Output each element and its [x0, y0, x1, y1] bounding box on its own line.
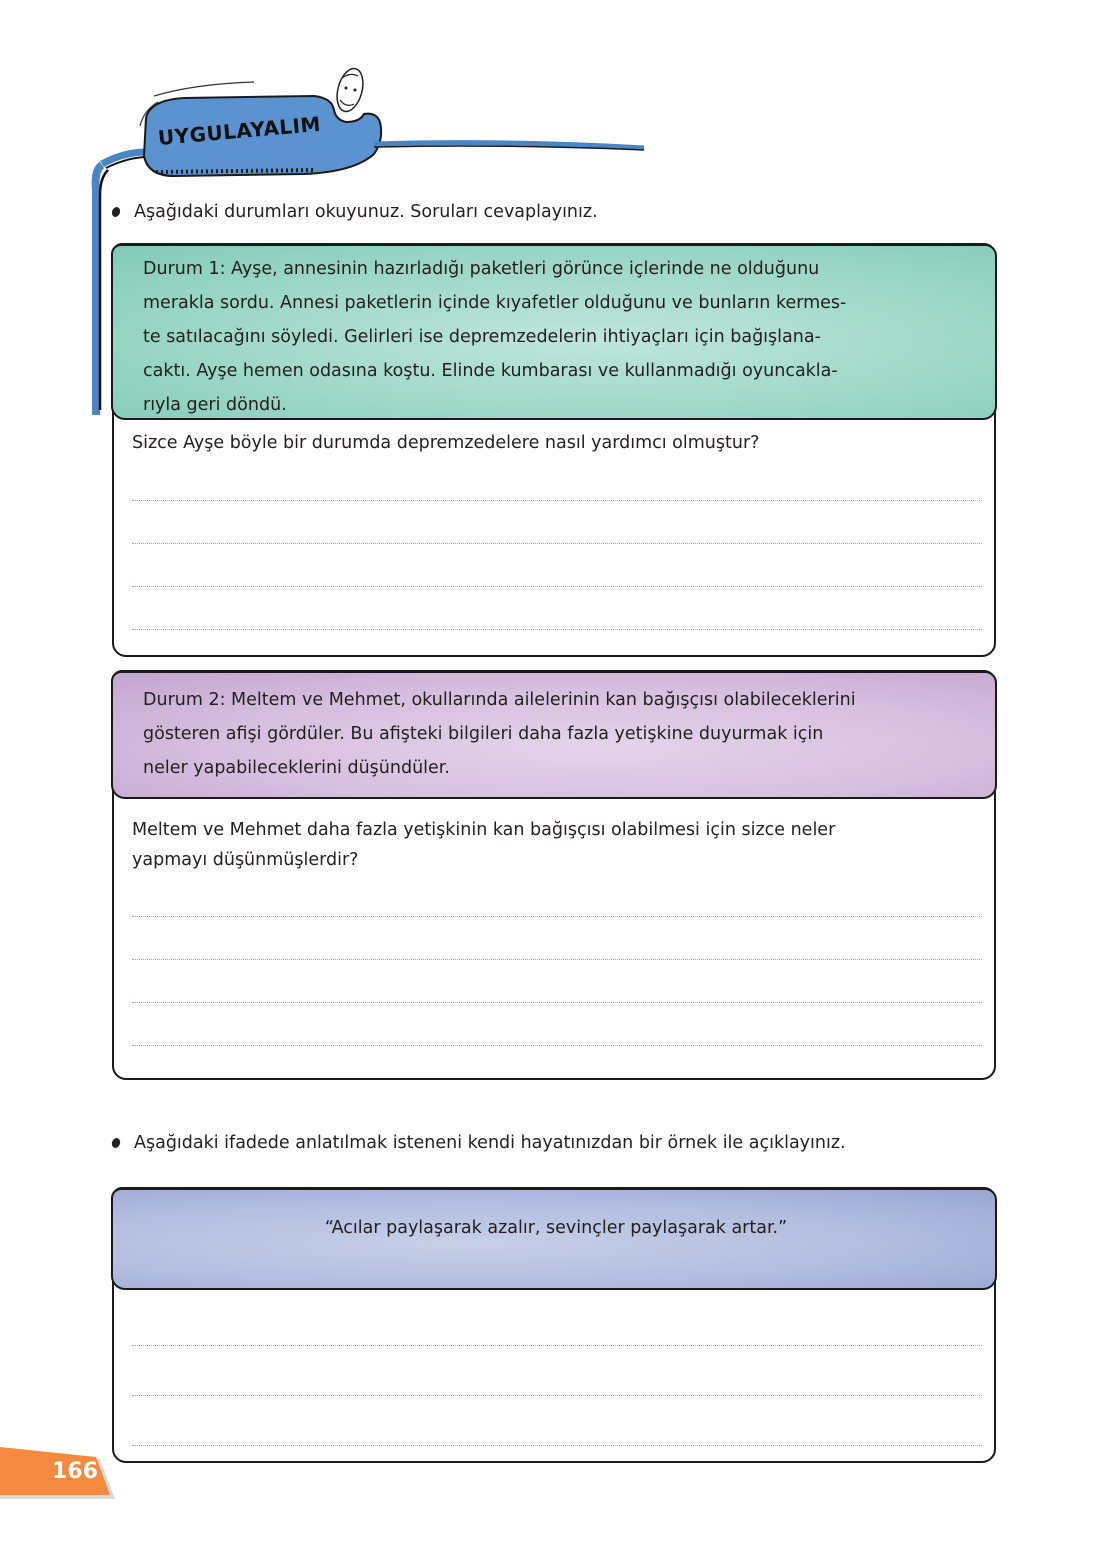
case-1-line-1: Durum 1: Ayşe, annesinin hazırladığı paketleri görünce içlerinde ne olduğunu [143, 259, 820, 279]
pencil-character-icon [333, 66, 368, 115]
case-1-scenario [111, 244, 997, 420]
case-1-line-3: te satılacağını söyledi. Gelirleri ise depremzedelerin ihtiyaçları için bağışlana- [143, 327, 821, 347]
answer-line[interactable] [132, 500, 982, 501]
answer-line[interactable] [132, 959, 982, 960]
answer-line[interactable] [132, 916, 982, 917]
section-title: UYGULAYALIM [156, 111, 322, 150]
case-1-line-5: rıyla geri döndü. [143, 395, 287, 415]
answer-line[interactable] [132, 543, 982, 544]
case-2-line-3: neler yapabileceklerini düşündüler. [143, 758, 450, 778]
answer-line[interactable] [132, 1395, 982, 1396]
case-2-scenario [111, 671, 997, 799]
quote-header [111, 1188, 997, 1290]
case-2-line-1: Durum 2: Meltem ve Mehmet, okullarında ailelerinin kan bağışçısı olabileceklerini [143, 690, 856, 710]
answer-line[interactable] [132, 629, 982, 630]
instruction-2-text: Aşağıdaki ifadede anlatılmak isteneni kendi hayatınızdan bir örnek ile açıklayınız. [134, 1133, 846, 1153]
page-number: 166 [52, 1459, 98, 1484]
case-1-line-4: caktı. Ayşe hemen odasına koştu. Elinde kumbarası ve kullanmadığı oyuncakla- [143, 361, 838, 381]
instruction-1 [112, 202, 598, 222]
answer-line[interactable] [132, 1045, 982, 1046]
case-2-card [112, 670, 996, 1080]
page-number-tab [0, 1447, 115, 1499]
answer-line[interactable] [132, 1345, 982, 1346]
instruction-1-text: Aşağıdaki durumları okuyunuz. Soruları cevaplayınız. [134, 202, 598, 222]
case-2-question-line-2: yapmayı düşünmüşlerdir? [132, 850, 359, 870]
bullet-icon [111, 206, 122, 218]
quote-card [112, 1187, 996, 1463]
case-1-card [112, 243, 996, 657]
case-1-line-2: merakla sordu. Annesi paketlerin içinde kıyafetler olduğunu ve bunların kermes- [143, 293, 847, 313]
answer-line[interactable] [132, 1445, 982, 1446]
instruction-2 [112, 1133, 846, 1153]
case-2-question-line-1: Meltem ve Mehmet daha fazla yetişkinin kan bağışçısı olabilmesi için sizce neler [132, 820, 836, 840]
case-1-question: Sizce Ayşe böyle bir durumda depremzedelere nasıl yardımcı olmuştur? [132, 433, 760, 453]
bullet-icon [111, 1137, 122, 1149]
answer-line[interactable] [132, 586, 982, 587]
case-2-question [114, 799, 994, 875]
answer-line[interactable] [132, 1002, 982, 1003]
case-2-line-2: gösteren afişi gördüler. Bu afişteki bilgileri daha fazla yetişkine duyurmak için [143, 724, 824, 744]
quote-text: “Acılar paylaşarak azalır, sevinçler paylaşarak artar.” [324, 1218, 788, 1238]
